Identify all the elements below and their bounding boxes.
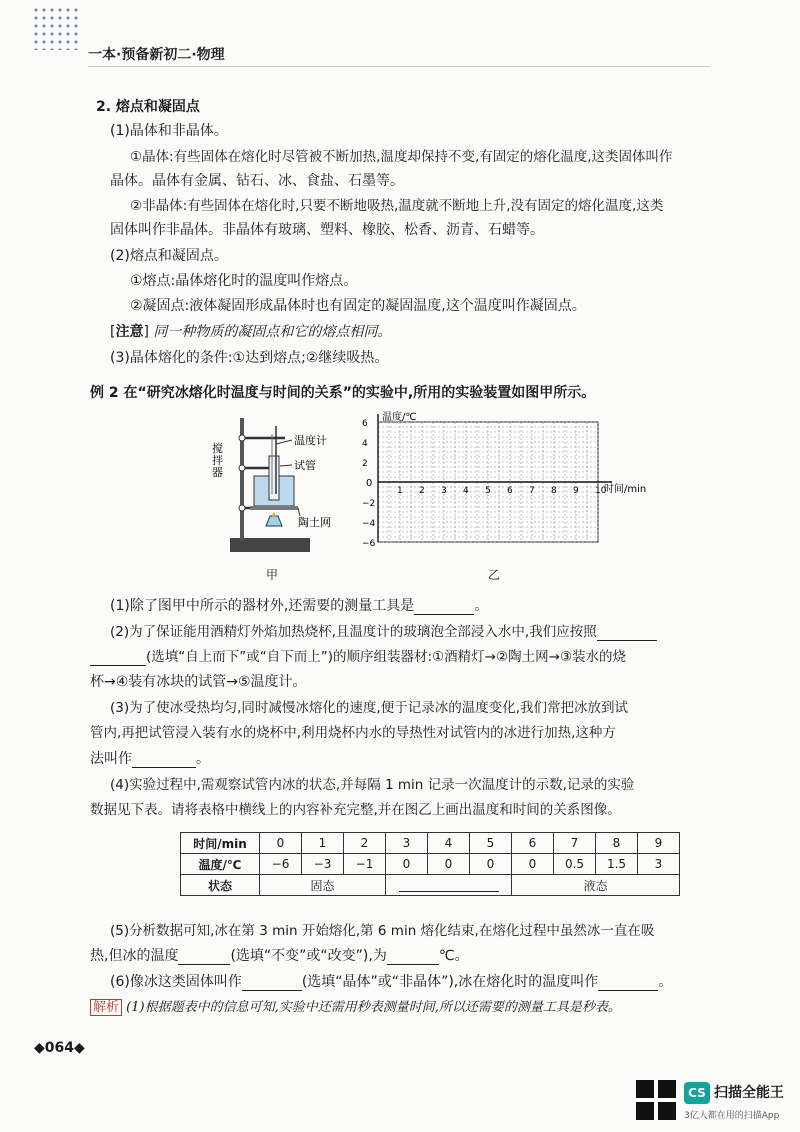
question-2-line2: (选填“自上而下”或“自下而上”)的顺序组装器材:①酒精灯→②陶土网→③装水的烧: [90, 648, 626, 666]
figure-a-label: 甲: [266, 568, 279, 582]
header-dots-decoration: [32, 6, 80, 50]
answer-blank-2b[interactable]: [90, 651, 146, 666]
page-number: ◆064◆: [34, 1040, 85, 1056]
question-2-line1: (2)为了保证能用酒精灯外焰加热烧杯,且温度计的玻璃泡全部浸入水中,我们应按照: [110, 623, 657, 641]
label-stirrer-1: 搅: [212, 442, 223, 455]
table-header-state: 状态: [181, 875, 260, 896]
question-3-line1: (3)为了使冰受热均匀,同时减慢冰熔化的速度,便于记录冰的温度变化,我们常把冰放到试: [110, 700, 628, 716]
question-6: (6)像冰这类固体叫作 (选填“晶体”或“非晶体”),冰在熔化时的温度叫作 。: [110, 974, 673, 990]
chart-x-tick-label: 8: [551, 486, 557, 496]
subsection-1: (1)晶体和非晶体。: [110, 123, 228, 139]
amorphous-def-line2: 固体叫作非晶体。非晶体有玻璃、塑料、橡胶、松香、沥青、石蜡等。: [110, 222, 544, 238]
scanner-watermark: [636, 1080, 786, 1124]
alcohol-lamp: [266, 516, 282, 526]
table-row-state: [181, 875, 680, 896]
melting-point-def: ①熔点:晶体熔化时的温度叫作熔点。: [130, 273, 358, 289]
state-blank-cell: [386, 875, 512, 896]
scanner-subtitle: 3亿人都在用的扫描App: [684, 1111, 780, 1121]
chart-y-tick-label: −6: [362, 539, 376, 549]
chart-x-tick-label: 3: [441, 486, 447, 496]
note-line: [注意] 同一种物质的凝固点和它的熔点相同。: [110, 324, 392, 340]
chart-x-tick-label: 5: [485, 486, 491, 496]
answer-blank-6b[interactable]: [598, 976, 658, 991]
answer-blank-5a[interactable]: [178, 950, 230, 965]
amorphous-def-line1: ②非晶体:有些固体在熔化时,只要不断地吸热,温度就不断地上升,没有固定的熔化温度,这类: [130, 198, 664, 214]
header-rule: [88, 66, 710, 67]
chart-ylabel: 温度/℃: [382, 412, 417, 423]
table-row-time: 时间/min 0 1 2 3 4 5 6 7 8 9: [181, 833, 680, 854]
chart-x-tick-label: 2: [419, 486, 425, 496]
answer-blank-6a[interactable]: [242, 976, 302, 991]
question-4-line1: (4)实验过程中,需观察试管内冰的状态,并每隔 1 min 记录一次温度计的示数,记录的实验: [110, 777, 635, 793]
scanner-logo: CS: [684, 1082, 710, 1104]
subsection-2: (2)熔点和凝固点。: [110, 248, 228, 264]
question-5-line1: (5)分析数据可知,冰在第 3 min 开始熔化,第 6 min 熔化结束,在熔化过程中虽然冰一直在吸: [110, 923, 655, 939]
state-liquid: 液态: [512, 875, 680, 896]
chart-x-tick-label: 4: [463, 486, 469, 496]
chart-x-tick-label: 6: [507, 486, 513, 496]
answer-blank-5b[interactable]: [387, 950, 439, 965]
table-header-time: 时间/min: [181, 833, 260, 854]
scanner-title: 扫描全能王: [714, 1085, 784, 1101]
chart-xlabel: 时间/min: [604, 484, 647, 495]
gauze: [250, 506, 298, 510]
chart-x-tick-label: 7: [529, 486, 535, 496]
crystal-def-line2: 晶体。晶体有金属、钻石、冰、食盐、石墨等。: [110, 173, 404, 189]
answer-blank-2a[interactable]: [597, 626, 657, 641]
header-title: 一本·预备新初二·物理: [88, 47, 225, 63]
flame-icon: [272, 512, 276, 517]
stand-base: [230, 538, 310, 552]
question-1: (1)除了图甲中所示的器材外,还需要的测量工具是 。: [110, 598, 489, 614]
label-thermometer: 温度计: [294, 434, 327, 447]
question-3-line3: 法叫作 。: [90, 751, 210, 767]
chart-x-tick-label: 10: [595, 486, 607, 496]
note-label: 注意: [115, 324, 144, 340]
question-2-line3: 杯→④装有冰块的试管→⑤温度计。: [90, 674, 307, 690]
table-header-temp: 温度/℃: [181, 854, 260, 875]
chart-y-tick-label: −2: [362, 499, 376, 509]
example-title: 例 2 在“研究冰熔化时温度与时间的关系”的实验中,所用的实验装置如图甲所示。: [90, 385, 596, 401]
subsection-3: (3)晶体熔化的条件:①达到熔点;②继续吸热。: [110, 350, 389, 366]
question-3-line2: 管内,再把试管浸入装有水的烧杯中,利用烧杯内水的导热性对试管内的冰进行加热,这种方: [90, 725, 616, 741]
crystal-def-line1: ①晶体:有些固体在熔化时尽管被不断加热,温度却保持不变,有固定的熔化温度,这类固体叫作: [130, 149, 673, 165]
answer-blank-state[interactable]: [399, 879, 499, 892]
apparatus-figure: [210, 408, 340, 568]
question-4-line2: 数据见下表。请将表格中横线上的内容补充完整,并在图乙上画出温度和时间的关系图像。: [90, 802, 621, 818]
analysis-text: (1)根据题表中的信息可知,实验中还需用秒表测量时间,所以还需要的测量工具是秒表。: [126, 1000, 621, 1015]
section-title: 2. 熔点和凝固点: [96, 99, 200, 115]
freezing-point-def: ②凝固点:液体凝固形成晶体时也有固定的凝固温度,这个温度叫作凝固点。: [130, 298, 586, 314]
label-gauze: 陶土网: [298, 516, 331, 529]
chart-y-tick-label: 2: [362, 459, 368, 469]
question-5-line2: 热,但冰的温度 (选填“不变”或“改变”),为 ℃。: [90, 948, 469, 964]
label-stirrer-3: 器: [212, 466, 223, 479]
table-row-temp: 温度/℃ −6 −3 −1 0 0 0 0 0.5 1.5 3: [181, 854, 680, 875]
chart-origin-label: 0: [366, 478, 373, 489]
note-text: 同一种物质的凝固点和它的熔点相同。: [153, 324, 392, 340]
figure-b-label: 乙: [488, 568, 501, 582]
analysis-label: 解析: [90, 999, 122, 1016]
chart-x-tick-label: 9: [573, 486, 579, 496]
analysis-line: [90, 999, 621, 1017]
test-tube: [269, 456, 279, 500]
qr-code-icon: [636, 1080, 676, 1120]
label-stirrer-2: 拌: [212, 454, 223, 467]
label-test-tube: 试管: [294, 459, 316, 472]
state-solid: 固态: [260, 875, 386, 896]
chart-x-tick-label: 1: [397, 486, 403, 496]
chart-y-tick-label: 4: [362, 439, 368, 449]
answer-blank-1[interactable]: [414, 600, 474, 615]
chart-y-tick-label: −4: [362, 519, 376, 529]
data-table: [180, 832, 680, 896]
chart-y-tick-label: 6: [362, 419, 368, 429]
answer-blank-3[interactable]: [132, 753, 196, 768]
temperature-time-chart[interactable]: [348, 410, 668, 560]
